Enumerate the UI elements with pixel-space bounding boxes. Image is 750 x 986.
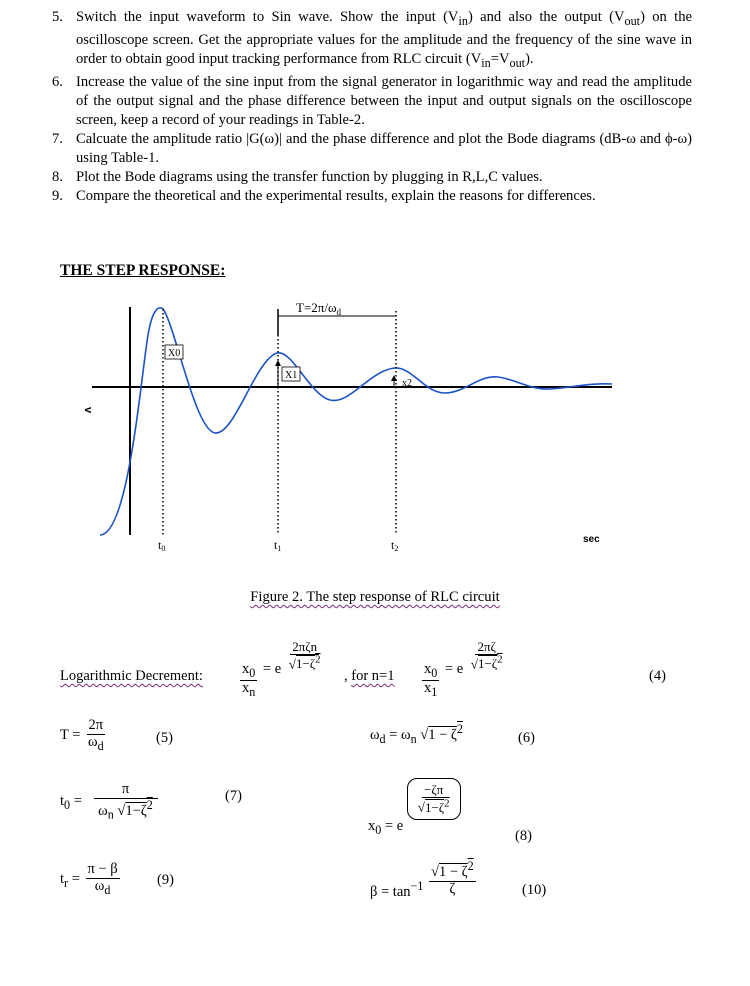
response-curve <box>100 308 612 535</box>
eq4-right: $\frac{x_0}{x_1}$ = e $\frac{2\pi\zeta}{√1-\zeta^2}$ <box>424 638 503 700</box>
x1-label: X1 <box>285 370 298 381</box>
step-number: 8. <box>52 168 63 185</box>
eq8-number: (8) <box>515 828 532 844</box>
y-axis-label: v <box>82 407 94 414</box>
step-7 <box>52 130 692 168</box>
step-text: Increase the value of the sine input from the signal generator in logarithmic way and read the amplitude of the output signal and the phase difference between the input and output signals on the oscilloscope screen, keep a record of your readings in Table-2. <box>76 73 692 128</box>
step-response-figure <box>0 285 750 585</box>
eq9-number: (9) <box>157 872 174 888</box>
eq10-number: (10) <box>522 882 547 898</box>
step-text: Plot the Bode diagrams using the transfer function by plugging in R,L,C values. <box>76 168 543 185</box>
x0-label: X0 <box>168 348 181 359</box>
t2-label: t2 <box>391 538 399 553</box>
eq10: $\beta = \tan^{-1}$ $\frac{√1 - \zeta^2}{\zeta}$ <box>370 859 474 901</box>
eq4-left: $\frac{x_0}{x_n}$ = e $\frac{\text{2πζn}}{√1-\zeta^2}$ <box>242 638 321 700</box>
x2-label: x2 <box>402 378 412 389</box>
section-title: THE STEP RESPONSE: <box>60 262 226 279</box>
log-decrement-label: Logarithmic Decrement: <box>60 668 203 684</box>
x-unit-label: sec <box>583 534 600 545</box>
t1-label: t1 <box>274 538 282 553</box>
step-number: 5. <box>52 9 63 25</box>
step-text: Switch the input waveform to Sin wave. Show the input $(V_{in})$ and also the output $(V_{out})$ on the oscilloscope screen. Get the appropriate values for the amplitude and the frequency of the sine wave in order to obtain good input tracking performance from RLC circuit $(V_{in}=V_{out})$. <box>76 9 692 70</box>
step-number: 6. <box>52 73 63 90</box>
eq6: $\omega_d = \omega_n$ $√1 - \zeta^2$ <box>370 722 463 746</box>
step-8 <box>52 168 692 187</box>
eq4-condition: , for n=1 <box>344 668 395 684</box>
eq7: $t_0$ = $\frac{\pi}{\omega_n √1-\zeta^2}$ <box>60 782 160 822</box>
step-number: 9. <box>52 187 63 204</box>
t0-label: t0 <box>158 538 166 553</box>
step-text: Calcuate the amplitude ratio |G(ω)| and the phase difference and plot the Bode diagrams (dB-ω and ϕ-ω) using Table-1. <box>76 130 692 166</box>
step-9 <box>52 187 692 206</box>
step-5 <box>52 8 692 73</box>
eq5-number: (5) <box>156 730 173 746</box>
eq8: $x_0 = e$ $\frac{-\zeta\pi}{√1-\zeta^2}$ <box>368 778 461 820</box>
eq9: $t_r$ = $\frac{\pi - \beta}{\omega_d}$ <box>60 861 118 897</box>
step-text: Compare the theoretical and the experimental results, explain the reasons for differences. <box>76 187 596 204</box>
eq7-number: (7) <box>225 788 242 804</box>
step-number: 7. <box>52 130 63 147</box>
procedure-steps <box>52 8 692 206</box>
figure-caption: Figure 2. The step response of RLC circuit <box>250 589 500 605</box>
eq4-number: (4) <box>649 668 666 684</box>
eq5: T = $\frac{2\pi}{\omega_d}$ <box>60 717 104 753</box>
period-label: $T=2\pi/\omega_d$ <box>296 300 342 317</box>
eq6-number: (6) <box>518 730 535 746</box>
step-6 <box>52 73 692 130</box>
